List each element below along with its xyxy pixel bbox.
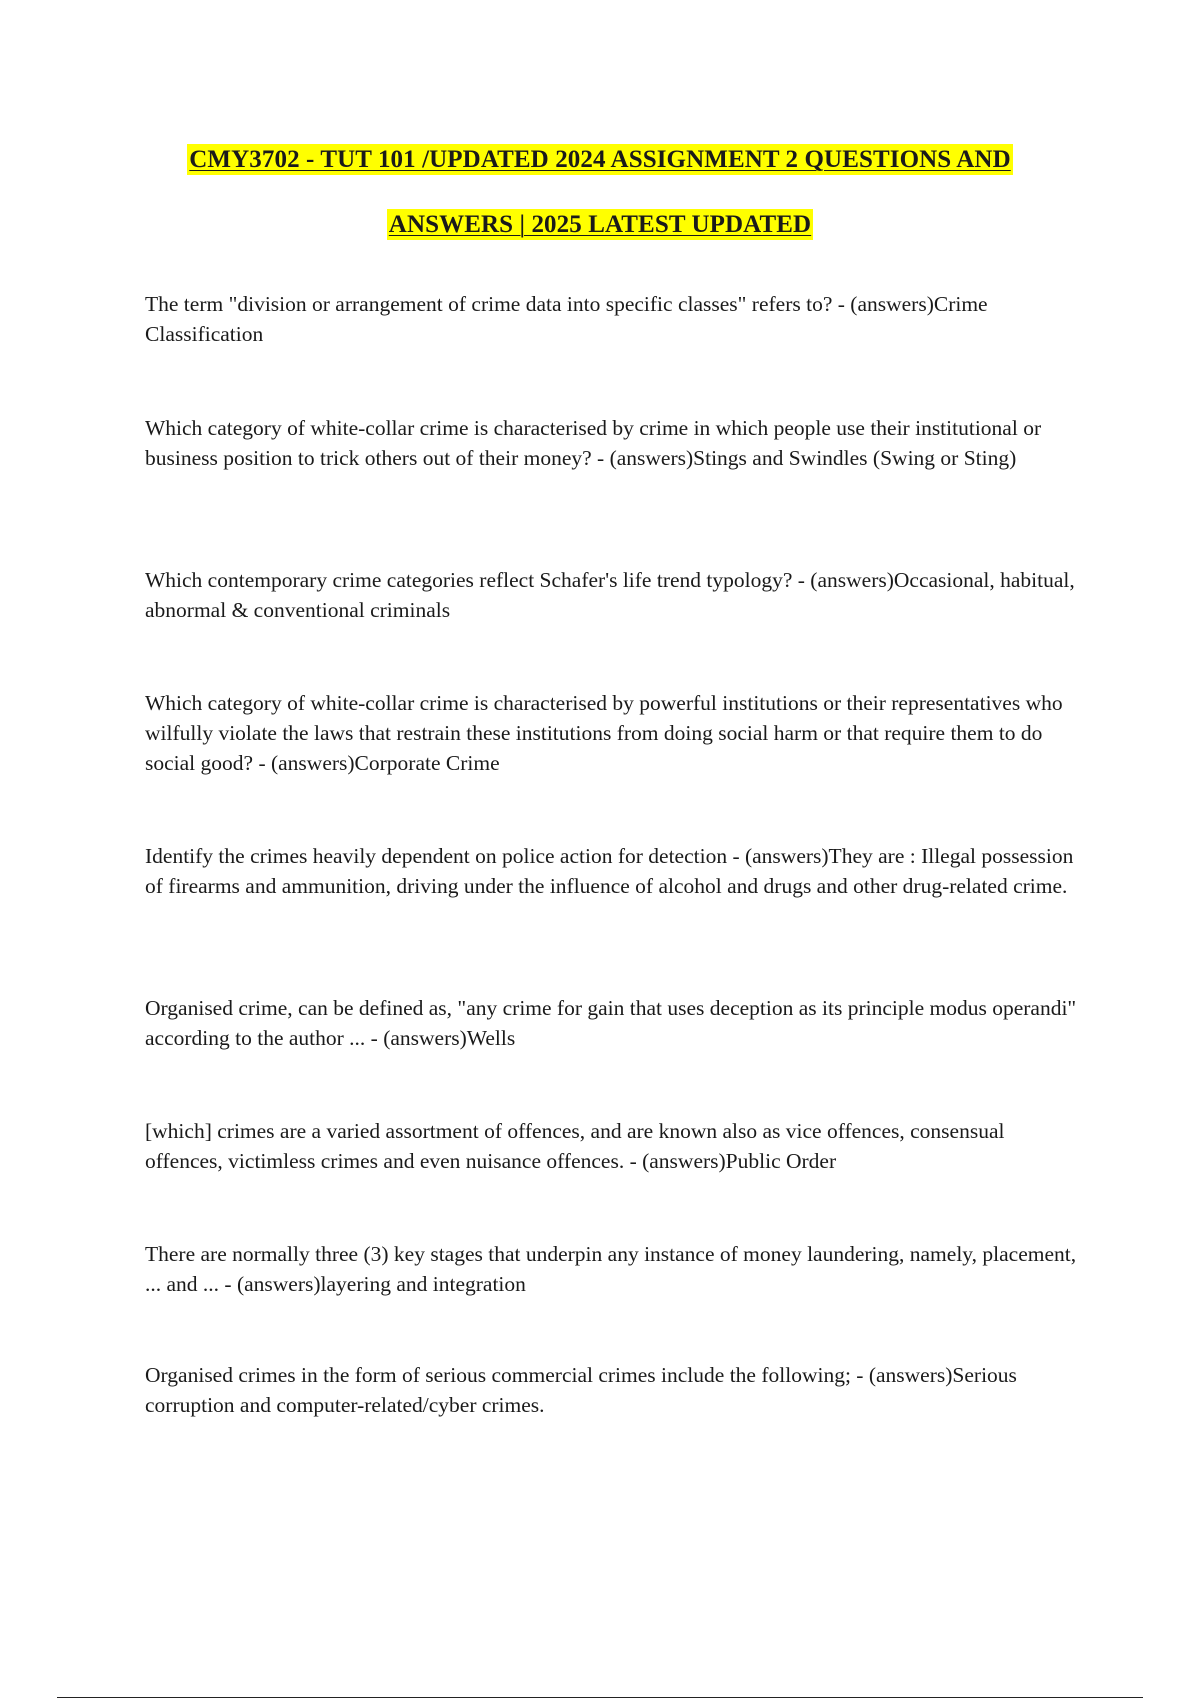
qa-item: There are normally three (3) key stages that underpin any instance of money laundering, namely, placement, ... and ... - (answers)layering and integration bbox=[145, 1242, 1077, 1296]
qa-item: Organised crime, can be defined as, "any crime for gain that uses deception as its principle modus operandi" according to the author ... - (answers)Wells bbox=[145, 996, 1077, 1050]
qa-item: The term "division or arrangement of crime data into specific classes" refers to? - (answers)Crime Classification bbox=[145, 292, 988, 346]
qa-item: Which contemporary crime categories reflect Schafer's life trend typology? - (answers)Occasional, habitual, abnormal & conventional criminals bbox=[145, 568, 1075, 622]
qa-item: [which] crimes are a varied assortment of offences, and are known also as vice offences, consensual offences, victimless crimes and even nuisance offences. - (answers)Public Order bbox=[145, 1119, 1005, 1173]
document-title-line-1 bbox=[0, 146, 1200, 174]
page-bottom-rule bbox=[57, 1697, 1143, 1698]
qa-item: Identify the crimes heavily dependent on police action for detection - (answers)They are : Illegal possession of firearms and ammunition, driving under the influence of alcohol and drugs and other drug-related crime. bbox=[145, 844, 1074, 898]
qa-item: Which category of white-collar crime is characterised by powerful institutions or their representatives who wilfully violate the laws that restrain these institutions from doing social harm or that require them to do social good? - (answers)Corporate Crime bbox=[145, 691, 1063, 775]
qa-item: Organised crimes in the form of serious commercial crimes include the following; - (answers)Serious corruption and computer-related/cyber crimes. bbox=[145, 1363, 1017, 1417]
qa-item: Which category of white-collar crime is characterised by crime in which people use their institutional or business position to trick others out of their money? - (answers)Stings and Swindles (Swing or Sting) bbox=[145, 416, 1042, 470]
document-title-text-2: ANSWERS | 2025 LATEST UPDATED bbox=[388, 211, 812, 238]
document-title-line-2 bbox=[0, 211, 1200, 239]
document-title-text-1: CMY3702 - TUT 101 /UPDATED 2024 ASSIGNMENT 2 QUESTIONS AND bbox=[189, 146, 1011, 173]
